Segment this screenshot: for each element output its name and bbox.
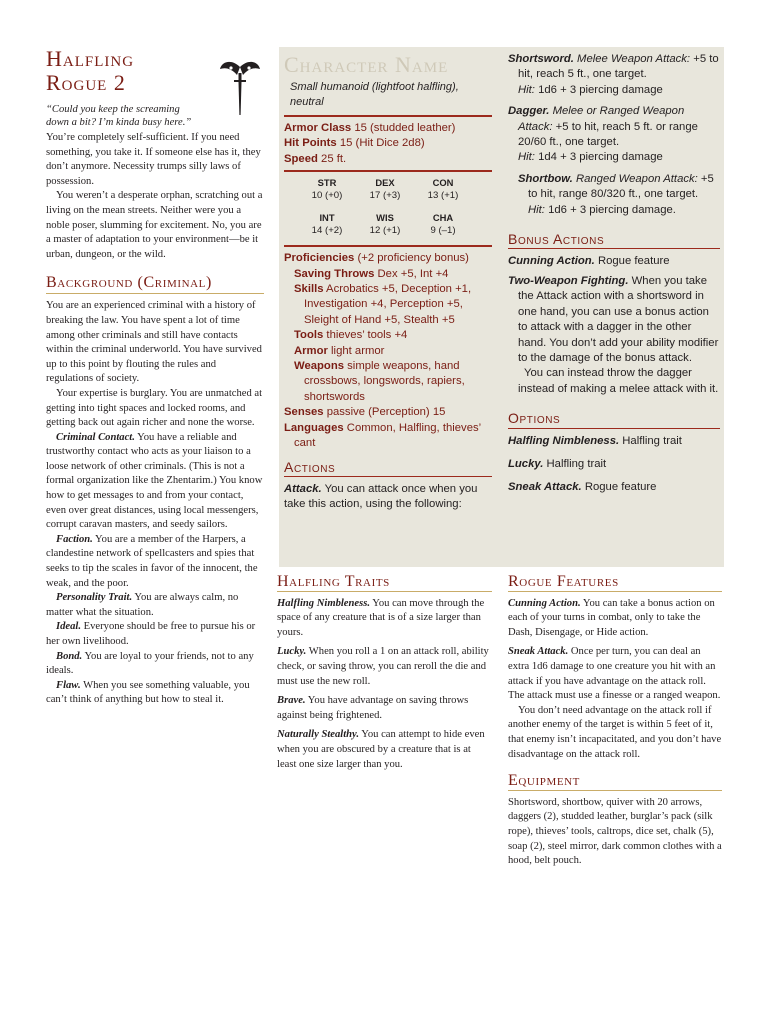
ability-score: 9 (–1) <box>430 225 456 237</box>
option-halfling-nimbleness <box>508 434 720 449</box>
hit-points-label: Hit Points <box>284 137 337 150</box>
ability-name: INT <box>319 212 335 224</box>
proficiencies-value: (+2 proficiency bonus) <box>354 252 469 265</box>
trait-nimbleness-label: Halfling Nimbleness. <box>277 597 370 609</box>
languages-value: Common, Halfling, thieves’ cant <box>294 421 481 450</box>
two-weapon-fighting-text: When you take the Attack action with a shortsword in one hand, you can use a bonus action to attack with a dagger in the other hand. You don’t add your ability modifier to the damage of the bonus attack. <box>518 274 719 364</box>
bond <box>46 650 264 679</box>
title-line-1: Halfling <box>46 46 135 71</box>
feature-sneak-text: Once per turn, you can deal an extra 1d6 damage to one creature you hit with an attack if you have advantage on the attack roll. The attack must use a finesse or a ranged weapon. <box>508 646 721 702</box>
ability-score: 13 (+1) <box>427 190 459 202</box>
feature-cunning-action <box>508 597 722 641</box>
senses-label: Senses <box>284 406 324 419</box>
hit-points-value: 15 (Hit Dice 2d8) <box>336 137 425 150</box>
page-title <box>46 47 206 95</box>
armor-class-label: Armor Class <box>284 122 352 134</box>
armor-value: light armor <box>327 344 385 357</box>
senses <box>284 405 492 420</box>
flaw-text: When you see something valuable, you can’t think of anything but how to steal it. <box>46 679 250 706</box>
personality-trait <box>46 591 264 620</box>
stat-block-side <box>508 52 720 496</box>
shortsword-hit: 1d6 + 3 piercing damage <box>534 83 663 96</box>
option-lucky-text: Halfling trait <box>543 457 607 470</box>
bond-label: Bond. <box>56 650 83 662</box>
option-nimbleness-text: Halfling trait <box>619 434 682 447</box>
background-heading: Background (Criminal) <box>46 274 264 294</box>
trait-nimbleness <box>277 597 492 641</box>
skills-label: Skills <box>294 283 324 296</box>
saving-throws <box>284 267 492 282</box>
equipment-list: Shortsword, shortbow, quiver with 20 arrows, daggers (2), studded leather, burglar’s pack (silk rope), thieves’ tools, caltrops, dice set, chalk (5), soap (2), steel mirror, dark common clothes with a hood, belt pouch. <box>508 796 722 867</box>
saving-throws-value: Dex +5, Int +4 <box>374 267 449 280</box>
saving-throws-label: Saving Throws <box>294 267 375 280</box>
bonus-cunning-action <box>508 254 720 269</box>
speed-label: Speed <box>284 152 318 165</box>
attack-text: You can attack once when you take this action, using the following: <box>284 482 478 511</box>
shortsword-attack <box>508 52 720 98</box>
background-paragraph-2: Your expertise is burglary. You are unmatched at getting into tight spaces and locked rooms, and getting back out again richer and none the worse. <box>46 387 263 429</box>
bond-text: You are loyal to your friends, not to any ideals. <box>46 650 254 677</box>
ability-score: 14 (+2) <box>311 225 343 237</box>
feature-sneak-note: You don’t need advantage on the attack roll if another enemy of the target is within 5 feet of it, that enemy isn’t incapacitated, and you don’t have disadvantage on the attack roll. <box>508 704 722 760</box>
dagger-hit: 1d4 + 3 piercing damage <box>534 151 663 164</box>
hit-points <box>284 136 492 151</box>
halfling-traits-heading: Halfling Traits <box>277 575 492 592</box>
quote-line-2: down a bit? I’m kinda busy here.” <box>46 117 192 128</box>
intro-paragraph-1: You’re completely self-sufficient. If you need something, you take it. If someone else has it, they don’t anymore. Necessity trumps silly laws of possession. <box>46 132 261 187</box>
speed-value: 25 ft. <box>317 152 347 165</box>
tools-value: thieves’ tools +4 <box>323 329 408 342</box>
senses-value: passive (Perception) 15 <box>323 406 446 419</box>
criminal-contact-label: Criminal Contact. <box>56 431 135 443</box>
weapons-label: Weapons <box>294 360 345 373</box>
quote-line-1: “Could you keep the screaming <box>46 104 180 115</box>
attack-label: Attack. <box>284 482 322 495</box>
trait-brave-text: You have advantage on saving throws against being frightened. <box>277 695 469 721</box>
dagger-label: Dagger. <box>508 105 550 118</box>
trait-lucky-text: When you roll a 1 on an attack roll, ability check, or saving throw, you can reroll the die and must use the new roll. <box>277 646 489 687</box>
ideal-label: Ideal. <box>56 621 82 633</box>
dagger-text: +5 to hit, reach 5 ft. or range 20/60 ft., one target. <box>518 120 698 149</box>
divider <box>284 245 492 247</box>
flaw-label: Flaw. <box>56 679 81 691</box>
ability-scores <box>298 176 492 237</box>
criminal-contact <box>46 431 264 533</box>
ability-name: WIS <box>376 212 394 224</box>
skills-value: Acrobatics +5, Deception +1, Investigation +4, Perception +5, Sleight of Hand +5, Stealth +5 <box>304 283 472 326</box>
bonus-actions-heading: Bonus Actions <box>508 232 720 249</box>
armor-label: Armor <box>294 344 328 357</box>
rogue-dagger-icon <box>218 57 262 117</box>
dagger-attack <box>508 104 720 166</box>
options-heading: Options <box>508 411 720 428</box>
proficiencies <box>284 251 492 266</box>
tools-label: Tools <box>294 329 324 342</box>
languages-label: Languages <box>284 421 344 434</box>
cunning-action-text: Rogue feature <box>594 255 670 268</box>
flaw <box>46 679 264 708</box>
ability-score: 12 (+1) <box>369 225 401 237</box>
option-sneak-attack <box>508 480 720 495</box>
equipment-heading: Equipment <box>508 774 722 791</box>
shortbow-type: Ranged Weapon Attack: <box>572 172 698 185</box>
halfling-traits <box>277 575 492 772</box>
personality-trait-label: Personality Trait. <box>56 592 133 604</box>
dagger-type: Melee or Ranged Weapon Attack: <box>518 105 685 133</box>
option-sneak-label: Sneak Attack. <box>508 481 582 494</box>
left-column <box>46 47 264 708</box>
ideal-text: Everyone should be free to pursue his or her own livelihood. <box>46 621 256 647</box>
shortbow-text: +5 to hit, range 80/320 ft., one target. <box>528 172 714 201</box>
speed <box>284 152 492 167</box>
two-weapon-fighting-label: Two-Weapon Fighting. <box>508 274 629 287</box>
two-weapon-fighting-note: You can instead throw the dagger instead of making a melee attack with it. <box>518 367 719 395</box>
two-weapon-fighting <box>508 274 720 366</box>
cunning-action-label: Cunning Action. <box>508 255 595 268</box>
trait-nimbleness-text: You can move through the space of any creature that is of a size larger than yours. <box>277 597 485 638</box>
intro-paragraph-2: You weren’t a desperate orphan, scratching out a living on the mean streets. Neither were you a noble poser, slumming for excitement. No, you are a master of adaptation to your environment—be it urban, dungeon, or the wild. <box>46 190 263 260</box>
ability-score: 10 (+0) <box>311 190 343 202</box>
feature-sneak-attack <box>508 645 722 703</box>
shortsword-label: Shortsword. <box>508 53 574 65</box>
feature-cunning-text: You can take a bonus action on each of your turns in combat, only to take the Dash, Disengage, or Hide action. <box>508 597 715 638</box>
rogue-features <box>508 575 722 869</box>
character-name[interactable]: Character Name <box>284 52 449 77</box>
shortbow-label: Shortbow. <box>518 172 573 185</box>
trait-stealthy-label: Naturally Stealthy. <box>277 729 360 741</box>
ability-name: STR <box>317 177 337 189</box>
trait-brave-label: Brave. <box>277 695 306 707</box>
skills <box>284 282 492 328</box>
divider <box>284 115 492 117</box>
ability-name: CON <box>432 177 454 189</box>
trait-lucky-label: Lucky. <box>277 646 307 658</box>
shortbow-attack <box>508 172 720 218</box>
faction-label: Faction. <box>56 533 93 545</box>
attack-action <box>284 482 492 513</box>
shortbow-hit: 1d6 + 3 piercing damage. <box>544 203 676 216</box>
tools <box>284 328 492 343</box>
trait-stealthy-text: You can attempt to hide even when you are obscured by a creature that is at least one size larger than you. <box>277 729 485 770</box>
ability-name: CHA <box>432 212 454 224</box>
weapons-value: simple weapons, hand crossbows, longswords, rapiers, shortswords <box>304 360 465 403</box>
ideal <box>46 620 264 649</box>
rogue-features-heading: Rogue Features <box>508 575 722 592</box>
armor-class-value: 15 (studded leather) <box>351 122 456 134</box>
feature-cunning-label: Cunning Action. <box>508 597 581 609</box>
background-paragraph-1: You are an experienced criminal with a history of breaking the law. You have spent a lot of time among other criminals and still have contacts within the criminal underworld. You have survived up to this point by flouting the rules and regulations of society. <box>46 300 262 385</box>
faction-text: You are a member of the Harpers, a clandestine network of spellcasters and spies that seeks to tip the scales in favor of the innocent, the weak, and the poor. <box>46 533 258 589</box>
option-nimbleness-label: Halfling Nimbleness. <box>508 434 620 447</box>
actions-heading: Actions <box>284 460 492 477</box>
personality-trait-text: You are always calm, no matter what the situation. <box>46 592 239 618</box>
criminal-contact-text: You have a reliable and trustworthy contact who acts as your liaison to a loose network of other criminals. (This is not a formal organization like the Zhentarim.) You know how to get messages to and from your contact, even over great distances, using local messengers, corrupt caravan masters, and seedy sailors. <box>46 431 263 531</box>
option-sneak-text: Rogue feature <box>581 481 657 494</box>
feature-sneak-label: Sneak Attack. <box>508 646 569 658</box>
title-line-2: Rogue 2 <box>46 70 126 95</box>
option-lucky <box>508 457 720 472</box>
trait-brave <box>277 694 492 723</box>
shortsword-text: +5 to hit, reach 5 ft., one target. <box>518 53 719 81</box>
trait-lucky <box>277 645 492 689</box>
divider <box>284 170 492 172</box>
shortsword-type: Melee Weapon Attack: <box>573 53 691 65</box>
weapons-proficiency <box>284 359 492 405</box>
shortbow-hit-label: Hit: <box>528 203 545 216</box>
armor-proficiency <box>284 344 492 359</box>
languages <box>284 421 492 452</box>
ability-name: DEX <box>375 177 395 189</box>
faction <box>46 533 264 591</box>
creature-type: Small humanoid (lightfoot halfling), neutral <box>290 81 459 108</box>
shortsword-hit-label: Hit: <box>518 83 535 96</box>
option-lucky-label: Lucky. <box>508 457 544 470</box>
trait-naturally-stealthy <box>277 728 492 772</box>
dagger-hit-label: Hit: <box>518 151 535 164</box>
armor-class <box>284 121 492 136</box>
stat-block-main <box>284 52 492 513</box>
ability-score: 17 (+3) <box>369 190 401 202</box>
proficiencies-label: Proficiencies <box>284 252 355 265</box>
